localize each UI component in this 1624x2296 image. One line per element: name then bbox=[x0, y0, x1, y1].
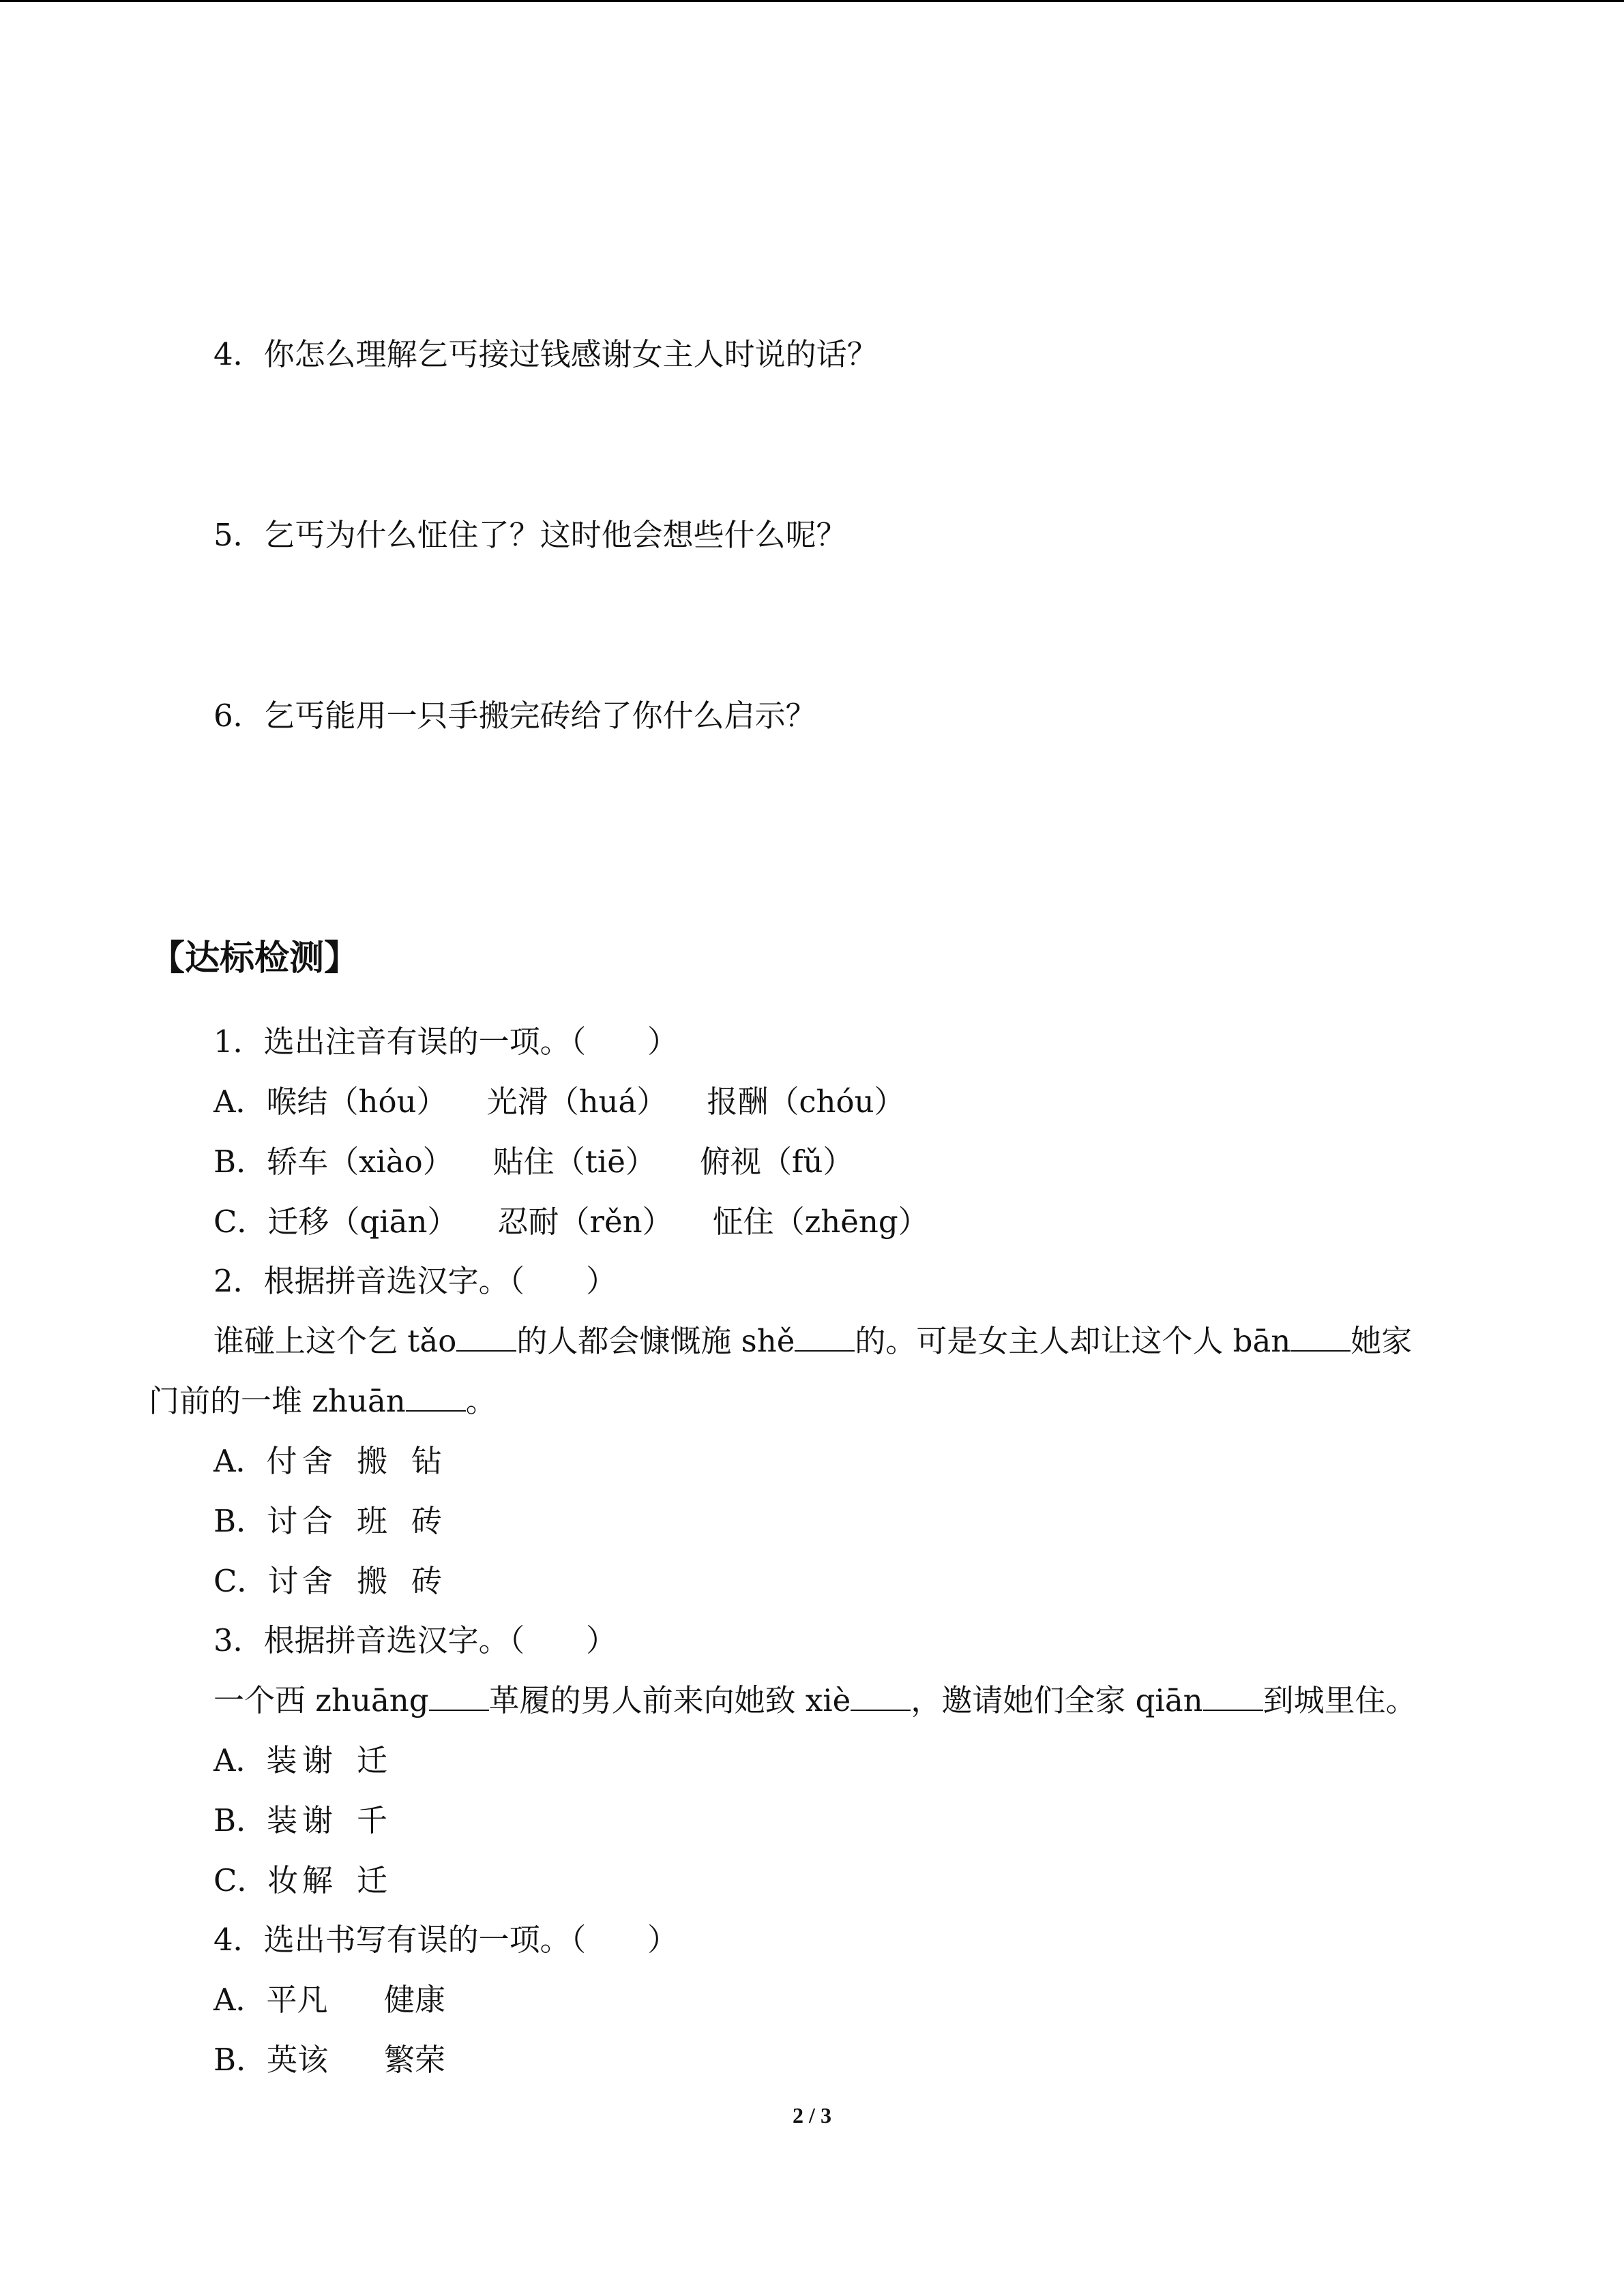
q3-b-letter: B．装 bbox=[213, 1802, 298, 1838]
q2-a-char: 钻 bbox=[411, 1443, 443, 1479]
q2-option-b bbox=[213, 1501, 466, 1542]
q2-passage-text: 的人都会慷慨施 shě bbox=[516, 1323, 795, 1359]
q2-a-char: 舍 bbox=[302, 1443, 334, 1479]
q3-b-char: 千 bbox=[357, 1802, 388, 1838]
q2-a-letter: A．付 bbox=[213, 1443, 297, 1479]
q3-c-letter: C．妆 bbox=[213, 1862, 299, 1898]
top-border-line bbox=[0, 0, 1624, 2]
q3-b-char: 谢 bbox=[302, 1802, 334, 1838]
q1-b-item3: 俯视（fǔ） bbox=[699, 1144, 854, 1180]
q3-option-a bbox=[213, 1740, 411, 1781]
fill-blank bbox=[1203, 1682, 1263, 1711]
q4-b-word1: B．英该 bbox=[213, 2042, 329, 2078]
q3-a-letter: A．装 bbox=[213, 1742, 297, 1778]
q1-stem: 1．选出注音有误的一项。（ ） bbox=[213, 1024, 679, 1060]
q3-passage bbox=[213, 1680, 1417, 1721]
q4-option-b bbox=[213, 2040, 445, 2081]
q1-b-item1: B．轿车（xiào） bbox=[213, 1144, 454, 1180]
q1-option-a bbox=[213, 1082, 905, 1122]
q2-c-char: 舍 bbox=[302, 1563, 334, 1599]
q2-passage-text: 的。可是女主人却让这个人 bān bbox=[855, 1323, 1291, 1359]
fill-blank bbox=[406, 1383, 466, 1412]
q1-a-item1: A．喉结（hóu） bbox=[213, 1084, 447, 1120]
q2-b-char: 班 bbox=[357, 1503, 388, 1539]
q2-passage-line2 bbox=[149, 1381, 497, 1422]
q1-option-b bbox=[213, 1142, 854, 1182]
q3-passage-text: 一个西 zhuāng bbox=[213, 1682, 429, 1718]
q1-b-item2: 贴住（tiē） bbox=[492, 1144, 656, 1180]
fill-blank bbox=[429, 1682, 489, 1711]
q3-a-char: 迁 bbox=[357, 1742, 388, 1778]
q2-passage-text: 谁碰上这个乞 tǎo bbox=[213, 1323, 457, 1359]
question-6: 6．乞丐能用一只手搬完砖给了你什么启示？ bbox=[213, 698, 816, 734]
q4-option-a bbox=[213, 1980, 445, 2021]
q3-passage-text: 革履的男人前来向她致 xiè bbox=[488, 1682, 851, 1718]
q3-a-char: 谢 bbox=[302, 1742, 334, 1778]
q2-b-char: 砖 bbox=[411, 1503, 443, 1539]
fill-blank bbox=[851, 1682, 911, 1711]
q4-a-word1: A．平凡 bbox=[213, 1982, 328, 2018]
q2-stem: 2．根据拼音选汉字。（ ） bbox=[213, 1263, 617, 1299]
q2-option-c bbox=[213, 1561, 466, 1602]
page-number: 2 / 3 bbox=[793, 2103, 831, 2128]
q3-option-c bbox=[213, 1860, 411, 1901]
q3-option-b bbox=[213, 1800, 411, 1841]
q2-b-letter: B．讨 bbox=[213, 1503, 298, 1539]
q2-passage-text: 门前的一堆 zhuān bbox=[149, 1383, 406, 1419]
q2-c-char: 搬 bbox=[357, 1563, 388, 1599]
q3-passage-text: ，邀请她们全家 qiān bbox=[911, 1682, 1203, 1718]
section-heading: 【达标检测】 bbox=[150, 938, 359, 979]
q4-stem: 4．选出书写有误的一项。（ ） bbox=[213, 1922, 679, 1958]
q1-c-item3: 怔住（zhēng） bbox=[712, 1204, 929, 1240]
question-5: 5．乞丐为什么怔住了？这时他会想些什么呢？ bbox=[213, 517, 847, 553]
q1-c-item2: 忍耐（rěn） bbox=[497, 1204, 673, 1240]
q4-a-word2: 健康 bbox=[384, 1982, 446, 2018]
q3-passage-text: 到城里住。 bbox=[1263, 1682, 1417, 1718]
q4-b-word2: 繁荣 bbox=[384, 2042, 446, 2078]
q2-c-letter: C．讨 bbox=[213, 1563, 299, 1599]
q2-passage-text: 她家 bbox=[1350, 1323, 1413, 1359]
fill-blank bbox=[795, 1323, 855, 1352]
fill-blank bbox=[456, 1323, 516, 1352]
q2-a-char: 搬 bbox=[357, 1443, 388, 1479]
q2-passage-text: 。 bbox=[465, 1383, 497, 1419]
q3-c-char: 解 bbox=[302, 1862, 334, 1898]
q1-option-c bbox=[213, 1202, 929, 1242]
fill-blank bbox=[1290, 1323, 1350, 1352]
q1-c-item1: C．迁移（qiān） bbox=[213, 1204, 458, 1240]
q3-stem: 3．根据拼音选汉字。（ ） bbox=[213, 1622, 617, 1658]
q2-option-a bbox=[213, 1441, 466, 1482]
q2-passage-line1 bbox=[213, 1321, 1412, 1362]
q3-c-char: 迁 bbox=[357, 1862, 388, 1898]
q2-c-char: 砖 bbox=[411, 1563, 443, 1599]
q2-b-char: 合 bbox=[302, 1503, 334, 1539]
q1-a-item3: 报酬（chóu） bbox=[707, 1084, 905, 1120]
question-4: 4．你怎么理解乞丐接过钱感谢女主人时说的话？ bbox=[213, 336, 878, 372]
q1-a-item2: 光滑（huá） bbox=[486, 1084, 668, 1120]
